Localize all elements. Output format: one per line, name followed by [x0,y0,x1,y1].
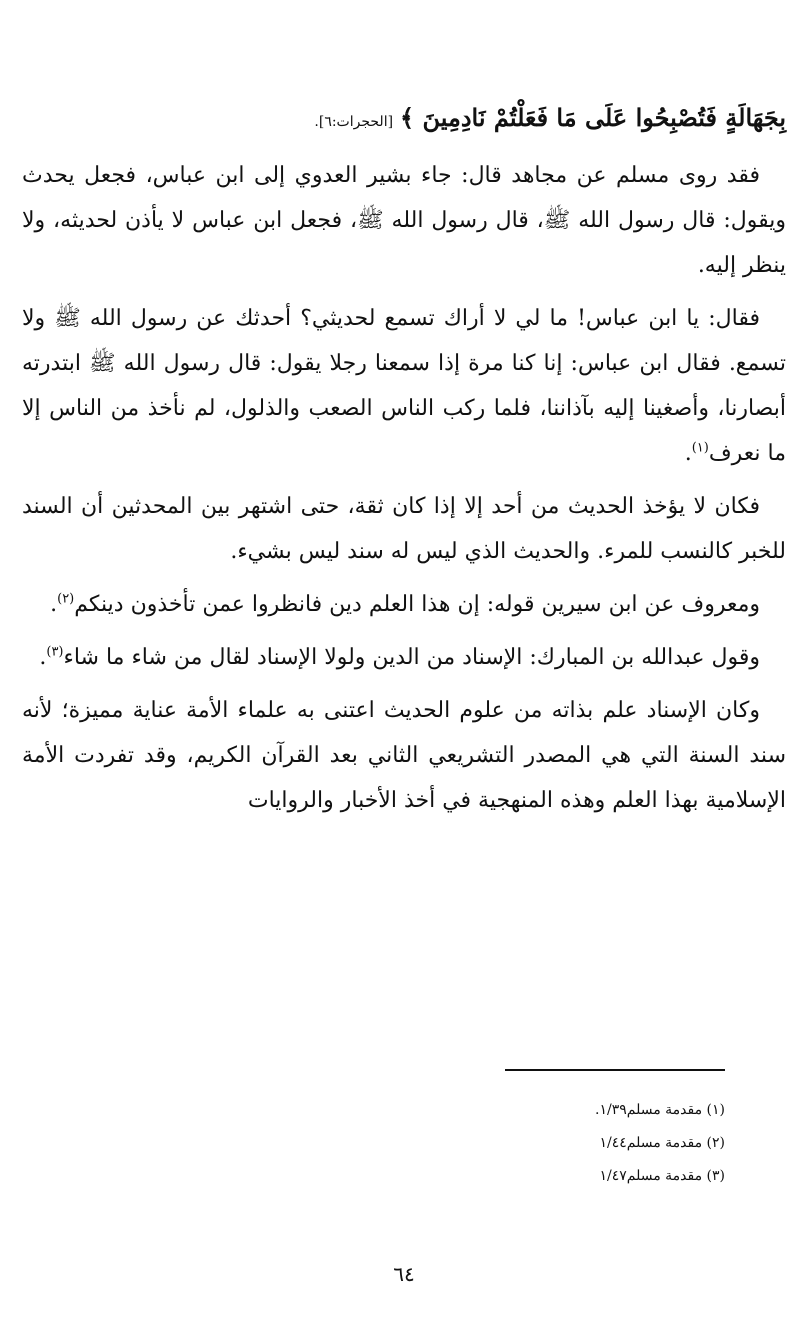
paragraph [22,153,786,288]
paragraph-text: ومعروف عن ابن سيرين قوله: إن هذا العلم دين فانظروا عمن تأخذون دينكم [74,592,760,617]
footnote-ref[interactable]: (٢) [57,591,75,607]
paragraph-tail: . [50,592,58,617]
main-text [22,95,786,831]
paragraph [22,582,786,627]
verse-citation: [الحجرات:٦]. [314,114,394,130]
paragraph-tail: . [39,645,47,670]
paragraph-text: فقال: يا ابن عباس! ما لي لا أراك تسمع لحديثي؟ أحدثك عن رسول الله ﷺ ولا تسمع. فقال ابن عباس: إنا كنا مرة إذا سمعنا رجلا يقول: قال رسول الله ﷺ ابتدرته أبصارنا، وأصغينا إليه بآذاننا، فلما ركب الناس الصعب والذلول، لم نأخذ من الناس إلا ما نعرف [22,306,786,466]
paragraph [22,635,786,680]
footnote: (٣) مقدمة مسلم١/٤٧ [599,1168,725,1184]
footnote-ref[interactable]: (١) [691,440,709,456]
paragraph-text: فقد روى مسلم عن مجاهد قال: جاء بشير العدوي إلى ابن عباس، فجعل يحدث ويقول: قال رسول الله ﷺ، قال رسول الله ﷺ، فجعل ابن عباس لا يأذن لحديثه، ولا ينظر إليه. [22,163,786,278]
page-number: ٦٤ [393,1262,415,1286]
paragraph [22,484,786,574]
footnote: (٢) مقدمة مسلم١/٤٤ [599,1135,725,1151]
verse-line [22,95,786,145]
paragraph [22,688,786,823]
footnote-ref[interactable]: (٣) [46,644,64,660]
quran-verse: بِجَهَالَةٍ فَتُصْبِحُوا عَلَى مَا فَعَلْتُمْ نَادِمِينَ ﴾ [400,103,786,132]
paragraph-text: وقول عبدالله بن المبارك: الإسناد من الدين ولولا الإسناد لقال من شاء ما شاء [63,645,760,670]
paragraph-text: وكان الإسناد علم بذاته من علوم الحديث اعتنى به علماء الأمة عناية مميزة؛ لأنه سند السنة التي هي المصدر التشريعي الثاني بعد القرآن الكريم، وقد تفردت الأمة الإسلامية بهذا العلم وهذه المنهجية في أخذ الأخبار والروايات [22,698,786,813]
footnotes [400,1094,725,1193]
footnote: (١) مقدمة مسلم١/٣٩. [595,1102,725,1118]
footnote-divider [505,1069,725,1071]
paragraph-text: فكان لا يؤخذ الحديث من أحد إلا إذا كان ثقة، حتى اشتهر بين المحدثين أن السند للخبر كالنسب للمرء. والحديث الذي ليس له سند ليس بشيء. [22,494,786,564]
paragraph [22,296,786,476]
paragraph-tail: . [684,441,692,466]
